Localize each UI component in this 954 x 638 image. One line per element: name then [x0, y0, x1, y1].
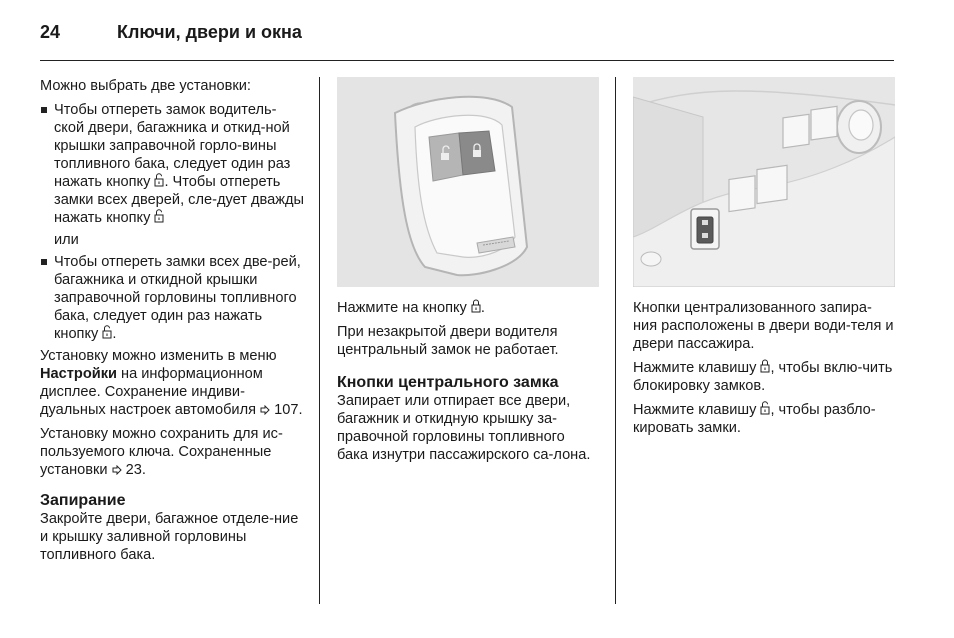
column-divider [615, 77, 616, 604]
locking-heading: Запирание [40, 492, 126, 509]
save-paragraph: Установку можно сохранить для ис-пользуемого ключа. Сохраненные установки 23. [40, 426, 283, 478]
column-divider [319, 77, 320, 604]
door-panel-illustration [633, 77, 895, 287]
settings-menu-name: Настройки [40, 366, 117, 382]
unlock-icon [154, 209, 164, 223]
or-text: или [54, 232, 79, 248]
list-item: Чтобы отпереть замки всех две-рей, багажника и откидной крышки заправочной горловины топливного бака, следует один раз нажать кнопку . [40, 253, 306, 343]
lock-icon [760, 359, 770, 373]
press-button-text: Нажмите на кнопку . [337, 300, 485, 316]
location-text: Кнопки централизованного запира-ния расположены в двери води-теля и двери пассажира. [633, 300, 894, 352]
unlock-icon [102, 325, 112, 339]
intro-text: Можно выбрать две установки: [40, 78, 251, 94]
page-title: Ключи, двери и окна [117, 22, 302, 42]
lock-icon [471, 299, 481, 313]
central-lock-description: Запирает или отпирает все двери, багажник и откидную крышку за-правочной горловины топливного бака изнутри пассажирского са-лона. [337, 393, 591, 463]
column-left [40, 77, 306, 570]
driver-door-note: При незакрытой двери водителя центральный замок не работает. [337, 324, 559, 358]
reference-arrow-icon [112, 465, 122, 475]
reference-arrow-icon [260, 405, 270, 415]
column-middle [337, 77, 599, 470]
lock-instruction: Нажмите клавишу , чтобы вклю-чить блокировку замков. [633, 360, 893, 394]
key-fob-illustration [337, 77, 599, 287]
column-right [633, 77, 895, 443]
unlock-icon [760, 401, 770, 415]
options-list [40, 253, 306, 343]
central-lock-buttons-heading: Кнопки центрального замка [337, 374, 559, 391]
locking-text: Закройте двери, багажное отделе-ние и крышку заливной горловины топливного бака. [40, 511, 299, 563]
page-reference[interactable]: 23. [125, 462, 146, 478]
options-list [40, 101, 306, 227]
unlock-instruction: Нажмите клавишу , чтобы разбло-кировать замки. [633, 402, 876, 436]
page-reference[interactable]: 107. [274, 402, 303, 418]
page-header [40, 20, 894, 61]
unlock-icon [154, 173, 164, 187]
settings-paragraph: Установку можно изменить в меню Настройки на информационном дисплее. Сохранение индиви-дуальных настроек автомобиля 107. [40, 348, 303, 418]
page-number: 24 [40, 22, 61, 42]
list-item: Чтобы отпереть замок водитель-ской двери, багажника и откид-ной крышки заправочной горло-вины топливного бака, следует один раз нажать кнопку . Чтобы отпереть замки всех дверей, сле-дует дважды нажать кнопку [40, 101, 306, 227]
